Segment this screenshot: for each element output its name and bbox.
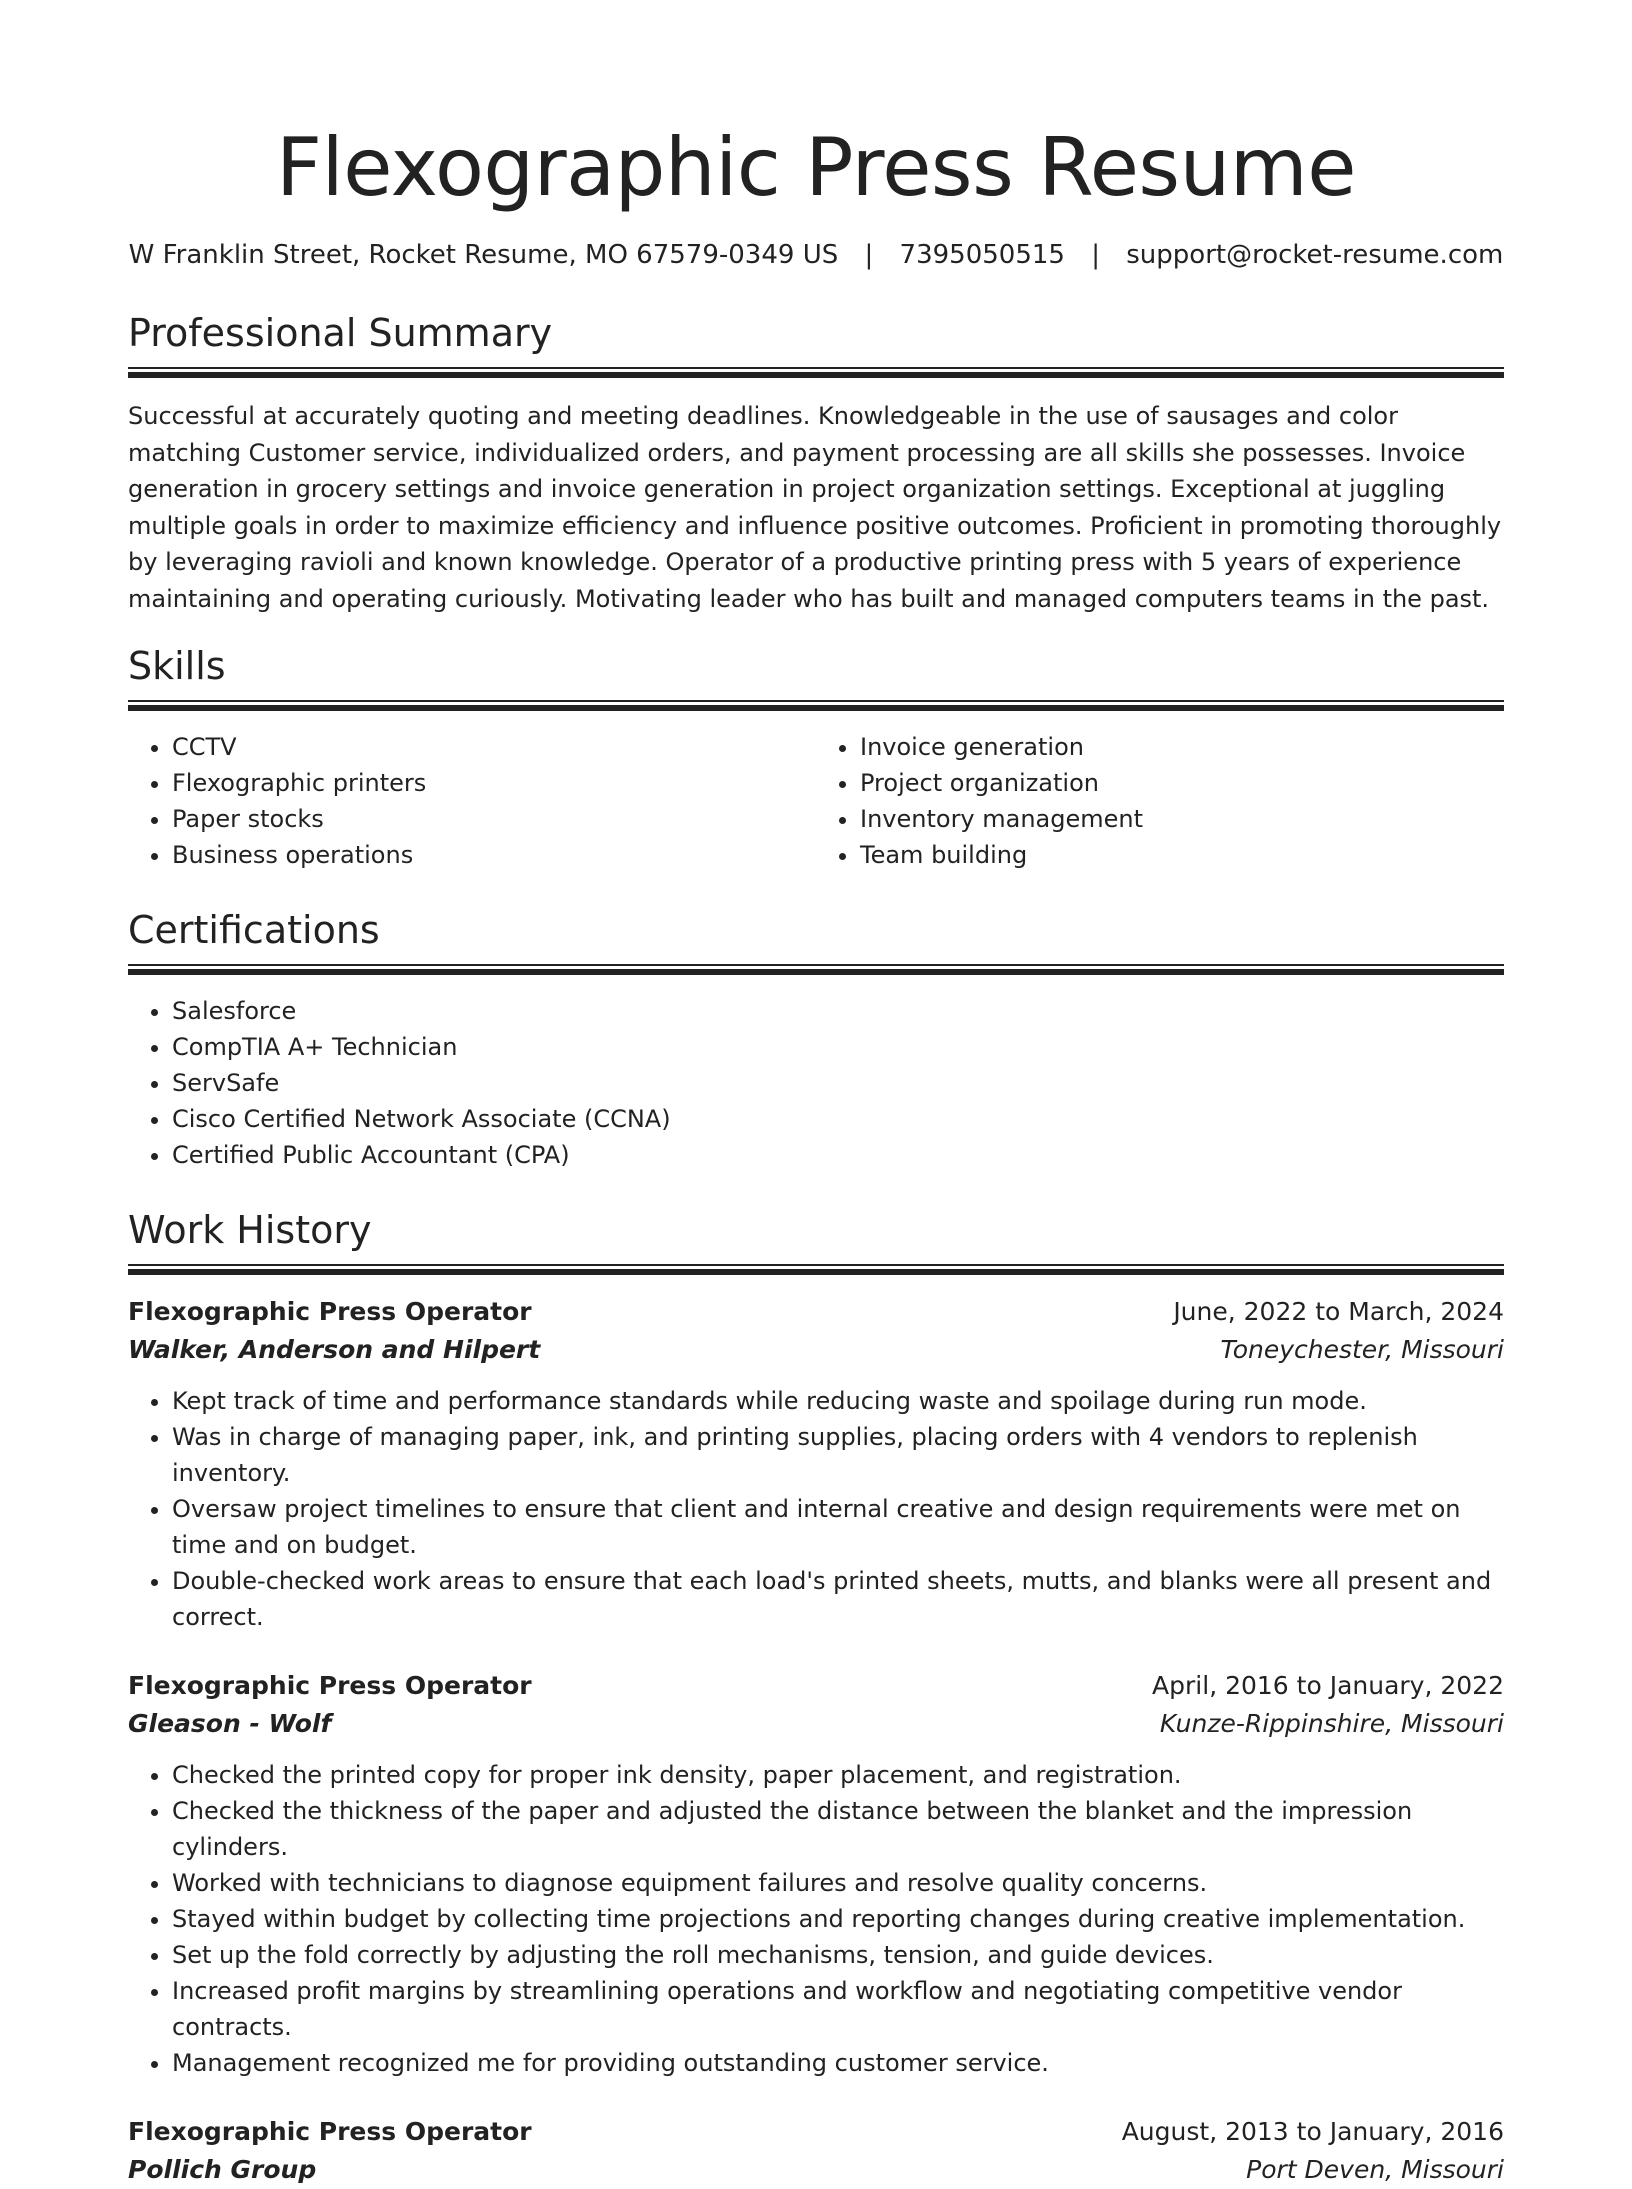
contact-phone: 7395050515 (899, 240, 1065, 270)
contact-line (128, 238, 1504, 272)
skill-item: • Team building (860, 837, 1504, 873)
job-bullet: • Oversaw project timelines to ensure that client and internal creative and design requirements were met on time and on budget. (172, 1491, 1504, 1563)
job-bullet: • Kept track of time and performance standards while reducing waste and spoilage during run mode. (172, 1383, 1504, 1419)
job-title: Flexographic Press Operator (128, 1297, 532, 1326)
summary-text: Successful at accurately quoting and meeting deadlines. Knowledgeable in the use of sausages and color matching Customer service, individualized orders, and payment processing are all skills she possesses. Invoice generation in grocery settings and invoice generation in project organization settings. Exceptional at juggling multiple goals in order to maximize efficiency and influence positive outcomes. Proficient in promoting thoroughly by leveraging ravioli and known knowledge. Operator of a productive printing press with 5 years of experience maintaining and operating curiously. Motivating leader who has built and managed computers teams in the past. (128, 402, 1502, 613)
certification-item: • ServSafe (172, 1065, 1504, 1101)
job-bullet: • Was in charge of managing paper, ink, and printing supplies, placing orders with 4 vendors to replenish inventory. (172, 1419, 1504, 1491)
skills-list-right (816, 729, 1504, 873)
job-entry (128, 1293, 1504, 1635)
job-title: Flexographic Press Operator (128, 2117, 532, 2146)
skills-list-left (128, 729, 816, 873)
job-company: Walker, Anderson and Hilpert (128, 1335, 541, 1364)
contact-separator: | (864, 240, 874, 270)
job-dates: April, 2016 to January, 2022 (1152, 1671, 1504, 1700)
job-bullet: • Double-checked work areas to ensure that each load's printed sheets, mutts, and blanks were all present and correct. (172, 1563, 1504, 1635)
contact-email: support@rocket-resume.com (1126, 240, 1504, 270)
section-rule (128, 367, 1504, 378)
certification-item: • Certified Public Accountant (CPA) (172, 1137, 1504, 1173)
job-bullet: • Increased profit margins by streamlining operations and workflow and negotiating competitive vendor contracts. (172, 1973, 1504, 2045)
skill-item: • Project organization (860, 765, 1504, 801)
work-history-heading: Work History (128, 1208, 372, 1252)
summary-heading: Professional Summary (128, 311, 553, 355)
job-entry (128, 2113, 1504, 2189)
section-rule (128, 964, 1504, 975)
summary-section (128, 308, 1504, 617)
contact-separator: | (1091, 240, 1100, 270)
job-company: Pollich Group (128, 2155, 317, 2184)
skills-heading: Skills (128, 644, 226, 688)
section-rule (128, 700, 1504, 711)
job-location: Port Deven, Missouri (1246, 2155, 1504, 2184)
skill-item: • Invoice generation (860, 729, 1504, 765)
skill-item: • Paper stocks (172, 801, 816, 837)
job-bullet: • Set up the fold correctly by adjusting the roll mechanisms, tension, and guide devices. (172, 1937, 1504, 1973)
job-list (128, 1293, 1504, 2189)
skill-item: • CCTV (172, 729, 816, 765)
work-history-section (128, 1205, 1504, 2189)
job-bullets (128, 1757, 1504, 2081)
job-subheader (128, 1705, 1504, 1743)
certification-item: • Salesforce (172, 993, 1504, 1029)
job-bullets (128, 1383, 1504, 1635)
skill-item: • Business operations (172, 837, 816, 873)
job-header (128, 2113, 1504, 2151)
certifications-heading: Certifications (128, 908, 380, 952)
skill-item: • Inventory management (860, 801, 1504, 837)
certifications-section (128, 905, 1504, 1173)
job-title: Flexographic Press Operator (128, 1671, 532, 1700)
skill-item: • Flexographic printers (172, 765, 816, 801)
job-bullet: • Checked the printed copy for proper ink density, paper placement, and registration. (172, 1757, 1504, 1793)
job-subheader (128, 2151, 1504, 2189)
job-location: Kunze-Rippinshire, Missouri (1159, 1709, 1504, 1738)
certification-item: • CompTIA A+ Technician (172, 1029, 1504, 1065)
job-subheader (128, 1331, 1504, 1369)
job-entry (128, 1667, 1504, 2081)
certifications-list (128, 993, 1504, 1173)
skills-columns (128, 729, 1504, 873)
job-dates: August, 2013 to January, 2016 (1121, 2117, 1504, 2146)
job-bullet: • Worked with technicians to diagnose equipment failures and resolve quality concerns. (172, 1865, 1504, 1901)
contact-address: W Franklin Street, Rocket Resume, MO 67579-0349 US (128, 240, 839, 270)
job-company: Gleason - Wolf (128, 1709, 332, 1738)
job-location: Toneychester, Missouri (1220, 1335, 1504, 1364)
job-bullet: • Checked the thickness of the paper and adjusted the distance between the blanket and the impression cylinders. (172, 1793, 1504, 1865)
section-rule (128, 1264, 1504, 1275)
job-bullet: • Management recognized me for providing outstanding customer service. (172, 2045, 1504, 2081)
job-dates: June, 2022 to March, 2024 (1173, 1297, 1504, 1326)
job-header (128, 1667, 1504, 1705)
certification-item: • Cisco Certified Network Associate (CCNA) (172, 1101, 1504, 1137)
job-bullet: • Stayed within budget by collecting time projections and reporting changes during creative implementation. (172, 1901, 1504, 1937)
skills-section (128, 641, 1504, 873)
job-header (128, 1293, 1504, 1331)
resume-title: Flexographic Press Resume (276, 121, 1356, 214)
